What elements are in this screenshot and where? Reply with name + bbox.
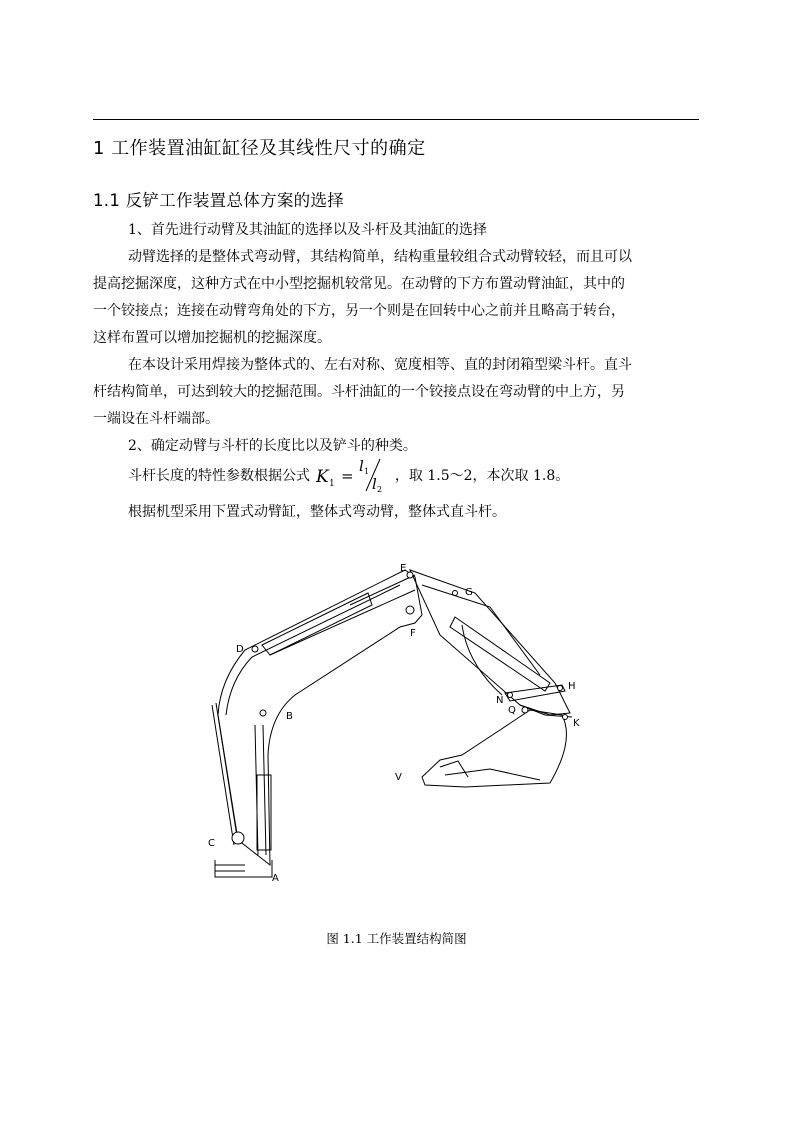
boom-outline [218, 570, 422, 865]
figure-caption: 图 1.1 工作装置结构简图 [326, 931, 467, 946]
formula-k: K [316, 467, 330, 487]
boom-cylinder-rod [212, 705, 234, 845]
pin-d [252, 646, 258, 652]
label-e: E [400, 563, 407, 574]
formula-eq: = [341, 467, 355, 485]
paragraph-line: 杆结构简单，可达到较大的挖掘范围。斗杆油缸的一个铰接点设在弯动臂的中上方，另 [93, 384, 625, 400]
pin-b [260, 710, 266, 716]
pin-h [558, 686, 563, 691]
paragraph-line: 2、确定动臂与斗杆的长度比以及铲斗的种类。 [128, 438, 417, 454]
pin-f [406, 606, 414, 614]
bucket-cylinder [450, 617, 550, 691]
formula-k1 [314, 455, 390, 495]
label-n: N [496, 695, 504, 706]
heading-1: 1 工作装置油缸缸径及其线性尺寸的确定 [93, 138, 426, 159]
base-frame [215, 860, 272, 877]
header-rule [93, 119, 699, 120]
label-c: C [208, 838, 215, 849]
paragraph-line: 一端设在斗杆端部。 [93, 411, 219, 427]
paragraph-line: 在本设计采用焊接为整体式的、左右对称、宽度相等、直的封闭箱型梁斗杆。直斗 [128, 357, 632, 373]
formula-prefix: 斗杆长度的特性参数根据公式 [128, 468, 310, 484]
arm-cylinder-rod [350, 575, 415, 605]
boom-cylinder-rod-2 [216, 703, 238, 843]
formula-num: l [359, 457, 365, 475]
bucket-teeth [440, 761, 468, 777]
label-g: G [465, 587, 473, 598]
paragraph-line: 一个铰接点；连接在动臂弯角处的下方，另一个则是在回转中心之前并且略高于转台， [93, 303, 625, 319]
heading-2: 1.1 反铲工作装置总体方案的选择 [93, 191, 345, 210]
label-k: K [573, 718, 580, 729]
paragraph-line: 根据机型采用下置式动臂缸，整体式弯动臂，整体式直斗杆。 [128, 504, 506, 520]
boom-cylinder [263, 725, 266, 855]
pin-g [453, 591, 458, 596]
linkage-rod [505, 685, 565, 701]
label-v: V [395, 772, 402, 783]
pin-n [508, 693, 513, 698]
formula-num-sub: 1 [364, 467, 370, 476]
label-h: H [568, 681, 576, 692]
label-f: F [410, 628, 416, 639]
formula-den-sub: 2 [377, 485, 383, 494]
label-d: D [236, 644, 244, 655]
bucket-outline [422, 710, 566, 787]
formula-suffix: ，取 1.5～2，本次取 1.8。 [394, 468, 570, 484]
formula-den: l [372, 475, 378, 493]
pin-e [407, 572, 413, 578]
pin-k [563, 715, 568, 720]
arm-cylinder-line [270, 590, 415, 655]
arm-inner-line [422, 585, 540, 675]
formula-line [128, 455, 569, 495]
arm-outline [410, 570, 570, 715]
pin-c [232, 832, 244, 844]
paragraph-line: 动臂选择的是整体式弯动臂，其结构简单，结构重量较组合式动臂较轻，而且可以 [128, 249, 632, 265]
pin-q [522, 707, 528, 713]
paragraph-line: 1、首先进行动臂及其油缸的选择以及斗杆及其油缸的选择 [128, 222, 487, 238]
label-q: Q [508, 705, 516, 716]
paragraph-line: 提高挖掘深度，这种方式在中小型挖掘机较常见。在动臂的下方布置动臂油缸，其中的 [93, 276, 625, 292]
formula-k-sub: 1 [329, 479, 336, 489]
bucket-inner-line [445, 769, 540, 780]
excavator-diagram [200, 555, 600, 890]
paragraph-line: 这样布置可以增加挖掘机的挖掘深度。 [93, 330, 331, 346]
label-b: B [286, 711, 293, 722]
label-a: A [272, 873, 279, 884]
